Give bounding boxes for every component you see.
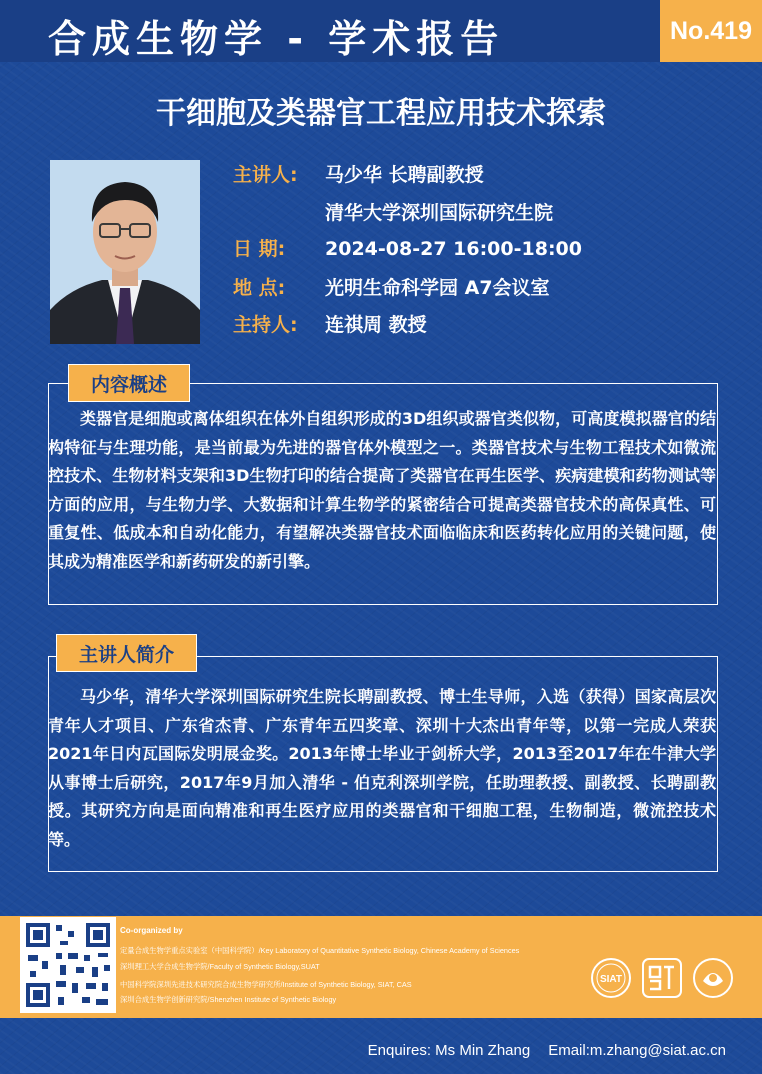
host-label: 主持人: (233, 314, 298, 336)
siat-logo-text: SIAT (599, 974, 623, 985)
location-value: 光明生命科学园 A7会议室 (325, 277, 550, 299)
organizer-line: 深圳理工大学合成生物学院/Faculty of Synthetic Biology,SUAT (120, 962, 320, 971)
speaker-photo (50, 160, 200, 344)
location-row (233, 273, 550, 300)
affiliation-row (233, 198, 553, 225)
contact-line (368, 1042, 726, 1059)
summary-heading: 内容概述 (68, 364, 190, 402)
suat-logo (641, 957, 683, 999)
location-label: 地 点: (233, 277, 286, 299)
coorganized-label: Co-organized by (120, 926, 183, 935)
speaker-label: 主讲人: (233, 164, 298, 186)
contact-email[interactable]: Email:m.zhang@siat.ac.cn (548, 1042, 726, 1059)
date-value: 2024-08-27 16:00-18:00 (325, 238, 582, 260)
institute-logo (692, 957, 734, 999)
host-row (233, 310, 427, 337)
summary-text: 类器官是细胞或离体组织在体外自组织形成的3D组织或器官类似物，可高度模拟器官的结构特征与生理功能，是当前最为先进的器官体外模型之一。类器官技术与生物工程技术如微流控技术、生物材料支架和3D生物打印的结合提高了类器官在再生医学、疾病建模和药物测试等方面的应用，与生物力学、大数据和计算生物学的紧密结合可提高类器官技术的高保真性、可重复性、低成本和自动化能力，有望解决类器官技术面临临床和医药转化应用的关键问题，使其成为精准医学和新药研发的新引擎。 (48, 409, 716, 571)
organizer-line: 定量合成生物学重点实验室（中国科学院）/Key Laboratory of Quantitative Synthetic Biology, Chinese Academy of Sciences (120, 946, 520, 955)
speaker-affiliation: 清华大学深圳国际研究生院 (325, 202, 554, 224)
contact-person: Enquires: Ms Min Zhang (367, 1042, 531, 1059)
host-value: 连祺周 教授 (325, 314, 427, 336)
talk-title: 干细胞及类器官工程应用技术探索 (156, 96, 606, 131)
issue-number-badge: No.419 (660, 0, 762, 62)
speaker-name: 马少华 长聘副教授 (325, 164, 484, 186)
bio-heading: 主讲人简介 (56, 634, 197, 672)
page-title: 合成生物学 - 学术报告 (48, 17, 505, 61)
bio-text: 马少华，清华大学深圳国际研究生院长聘副教授、博士生导师，入选（获得）国家高层次青年人才项目、广东省杰青、广东青年五四奖章、深圳十大杰出青年等，以第一完成人荣获2021年日内瓦国际发明展金奖。2013年博士毕业于剑桥大学，2013至2017年在牛津大学从事博士后研究，2017年9月加入清华 - 伯克利深圳学院，任助理教授、副教授、长聘副教授。其研究方向是面向精准和再生医疗应用的类器官和干细胞工程，生物制造，微流控技术等。 (48, 687, 716, 849)
organizer-line: 深圳合成生物学创新研究院/Shenzhen Institute of Synthetic Biology (120, 995, 337, 1004)
speaker-row (233, 160, 484, 187)
siat-logo (590, 957, 632, 999)
organizer-line: 中国科学院深圳先进技术研究院合成生物学研究所/Institute of Synthetic Biology, SIAT, CAS (120, 980, 412, 989)
qr-code (20, 917, 116, 1013)
date-label: 日 期: (233, 238, 286, 260)
date-row (233, 234, 582, 261)
